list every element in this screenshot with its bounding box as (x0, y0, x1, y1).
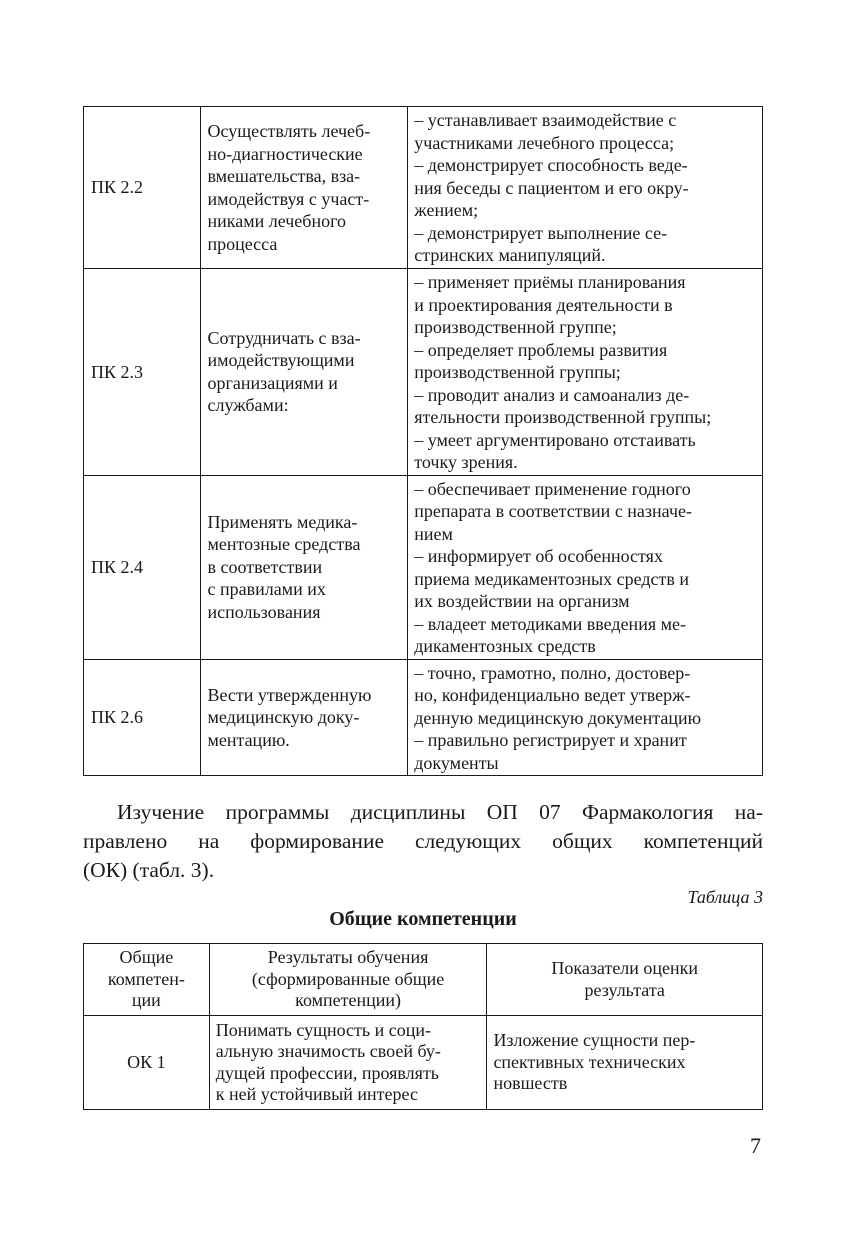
result-indicators (408, 107, 763, 269)
text-line: Показатели оценки (551, 958, 699, 978)
result-indicators (408, 659, 763, 776)
text-line: правлено на формирование следующих общих компетенций (83, 829, 763, 853)
text-line: – устанавливает взаимодействие с (414, 110, 677, 131)
column-header-indicators (487, 944, 763, 1016)
text-line: в соответствии (207, 556, 323, 577)
text-line: стринских манипуляций. (414, 245, 606, 266)
text-line: (сформированные общие (251, 968, 445, 989)
text-line: службами: (207, 395, 289, 416)
competency-code: ПК 2.2 (84, 107, 201, 269)
text-line: но, конфиденциально ведет утверж- (414, 685, 691, 705)
text-line: компетен- (107, 968, 185, 989)
text-line: – демонстрирует выполнение се- (414, 222, 668, 243)
text-line: организациями и (207, 372, 338, 393)
text-line: но-диагностические (207, 143, 363, 164)
text-line: препарата в соответствии с назначе- (414, 501, 692, 521)
text-line: новшеств (493, 1073, 568, 1094)
competency-code: ПК 2.6 (84, 659, 201, 776)
text-line: – умеет аргументировано отстаивать (414, 429, 696, 450)
text-line: приема медикаментозных средств и (414, 568, 690, 589)
table-header-row (84, 944, 763, 1016)
table-row (84, 659, 763, 776)
column-header-results (209, 944, 487, 1016)
text-line: вмешательства, вза- (207, 166, 361, 186)
text-line: никами лечебного (207, 211, 347, 231)
text-line: Применять медика- (207, 511, 358, 532)
text-line: – владеет методиками введения ме- (414, 613, 686, 634)
table-row (84, 269, 763, 476)
text-line: с правилами их (207, 579, 326, 600)
text-line: участниками лечебного процесса; (414, 132, 675, 153)
competency-code: ПК 2.3 (84, 269, 201, 476)
text-line: Изучение программы дисциплины ОП 07 Фармакология на- (117, 800, 763, 824)
text-line: имодействующими (207, 350, 355, 371)
result-indicators (408, 269, 763, 476)
page-number: 7 (750, 1133, 761, 1158)
text-line: ментацию. (207, 729, 290, 750)
text-line: Вести утвержденную (207, 684, 372, 705)
text-line: – демонстрирует способность веде- (414, 155, 688, 176)
text-line: и проектирования деятельности в (414, 294, 673, 315)
text-line: – проводит анализ и самоанализ де- (414, 384, 690, 405)
general-competencies-table (83, 943, 763, 1110)
competency-description (201, 475, 408, 659)
text-line: – определяет проблемы развития (414, 339, 668, 360)
text-line: к ней устойчивый интерес (215, 1084, 418, 1104)
text-line: спективных технических (493, 1051, 686, 1072)
text-line: – правильно регистрирует и хранит (414, 730, 687, 750)
competency-code: ОК 1 (84, 1016, 210, 1110)
text-line: Сотрудничать с вза- (207, 327, 361, 348)
text-line: документы (414, 752, 499, 773)
text-line: – информирует об особенностях (414, 546, 663, 566)
text-line: производственной группы; (414, 362, 621, 382)
result-indicators (408, 475, 763, 659)
text-line: Понимать сущность и соци- (215, 1019, 432, 1040)
learning-results (209, 1016, 487, 1110)
text-line: использования (207, 601, 321, 622)
competency-table-pk (83, 106, 763, 776)
text-line: жением; (414, 200, 479, 221)
column-header-competencies (84, 944, 210, 1016)
text-line: – применяет приёмы планирования (414, 272, 686, 292)
text-line: производственной группе; (414, 317, 617, 337)
result-indicators (487, 1016, 763, 1110)
text-line: ятельности производственной группы; (414, 407, 712, 427)
text-line: нием (414, 523, 453, 544)
text-line: результата (584, 979, 665, 1000)
text-line: ния беседы с пациентом и его окру- (414, 177, 689, 198)
table-row (84, 107, 763, 269)
competency-description (201, 659, 408, 776)
competency-description (201, 269, 408, 476)
text-line: – обеспечивает применение годного (414, 478, 691, 499)
table-row (84, 475, 763, 659)
text-line: Общие (119, 947, 174, 968)
text-line: Изложение сущности пер- (493, 1030, 696, 1051)
text-line: ментозные средства (207, 534, 361, 555)
text-line: имодействуя с участ- (207, 188, 370, 209)
text-line: (ОК) (табл. 3). (83, 858, 215, 882)
table-title: Общие компетенции (329, 908, 517, 930)
text-line: денную медицинскую документацию (414, 707, 702, 728)
text-line: медицинскую доку- (207, 707, 360, 727)
table-row (84, 1016, 763, 1110)
table-number: Таблица 3 (687, 887, 763, 907)
text-line: альную значимость своей бу- (215, 1041, 441, 1061)
body-paragraph (83, 798, 763, 885)
text-line: Результаты обучения (267, 947, 429, 968)
text-line: – точно, грамотно, полно, достовер- (414, 662, 691, 683)
competency-description (201, 107, 408, 269)
competency-code: ПК 2.4 (84, 475, 201, 659)
text-line: ции (131, 990, 161, 1011)
text-line: компетенции) (295, 990, 402, 1011)
text-line: дущей профессии, проявлять (215, 1062, 440, 1083)
text-line: Осуществлять лечеб- (207, 121, 371, 141)
text-line: дикаментозных средств (414, 636, 596, 656)
text-line: процесса (207, 233, 278, 254)
text-line: точку зрения. (414, 452, 518, 472)
text-line: их воздействии на организм (414, 591, 630, 611)
